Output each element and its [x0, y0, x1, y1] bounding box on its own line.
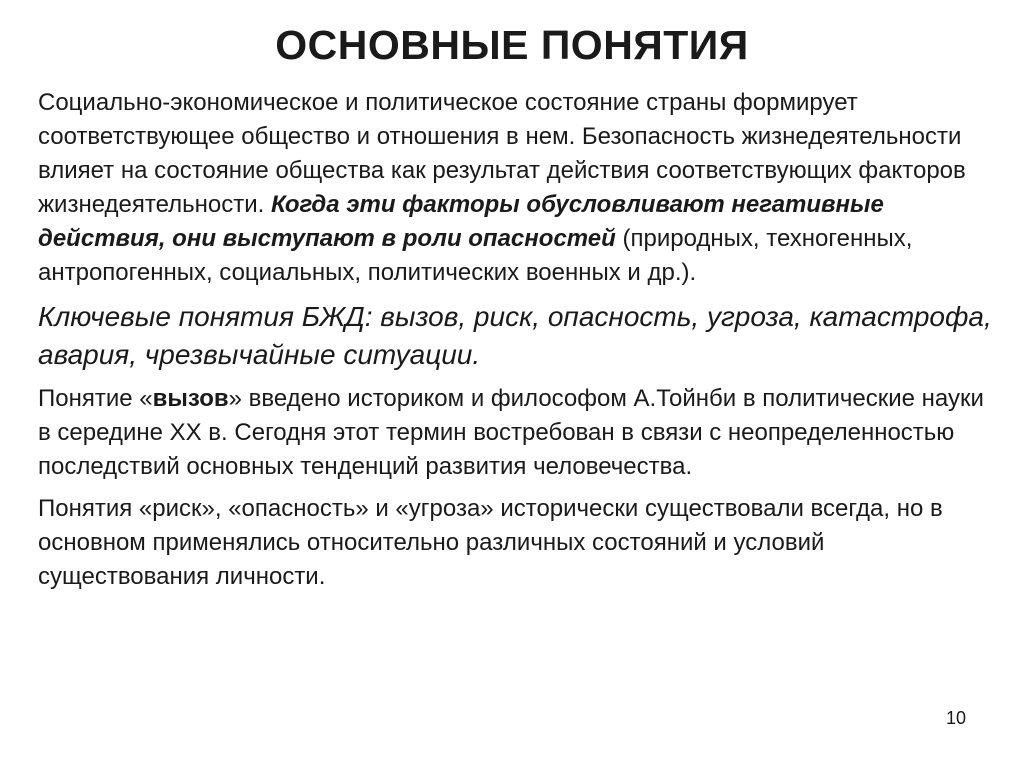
paragraph-challenge-pre: Понятие «	[38, 385, 153, 412]
slide-body	[38, 86, 998, 594]
slide-title: ОСНОВНЫЕ ПОНЯТИЯ	[275, 22, 749, 68]
paragraph-context-lead: Социально-экономическое и политическое состояние страны формирует соответствующее общество и отношения в нем. Безопасность жизнедеятельности влияет на состояние общества как результат действия соответствующих факторов жизнедеятельности.	[38, 89, 966, 218]
paragraph-challenge-post: » введено историком и философом А.Тойнби в политические науки в середине ХХ в. Сегодня этот термин востребован в связи с неопределенностью последствий основных тенденций развития человечества.	[38, 385, 984, 480]
paragraph-context-emphasis: Когда эти факторы обусловливают негативные действия, они выступают в роли опасностей	[38, 191, 884, 252]
paragraph-risk: Понятия «риск», «опасность» и «угроза» исторически существовали всегда, но в основном применялись относительно различных состояний и условий существования личности.	[38, 495, 943, 590]
paragraph-challenge	[38, 382, 998, 484]
paragraph-challenge-term: вызов	[152, 385, 229, 412]
page-number: 10	[945, 708, 966, 728]
paragraph-key-concepts: Ключевые понятия БЖД: вызов, риск, опасность, угроза, катастрофа, авария, чрезвычайные ситуации.	[38, 301, 992, 370]
paragraph-context	[38, 86, 998, 290]
paragraph-context-tail: (природных, техногенных, антропогенных, социальных, политических военных и др.).	[38, 225, 913, 286]
